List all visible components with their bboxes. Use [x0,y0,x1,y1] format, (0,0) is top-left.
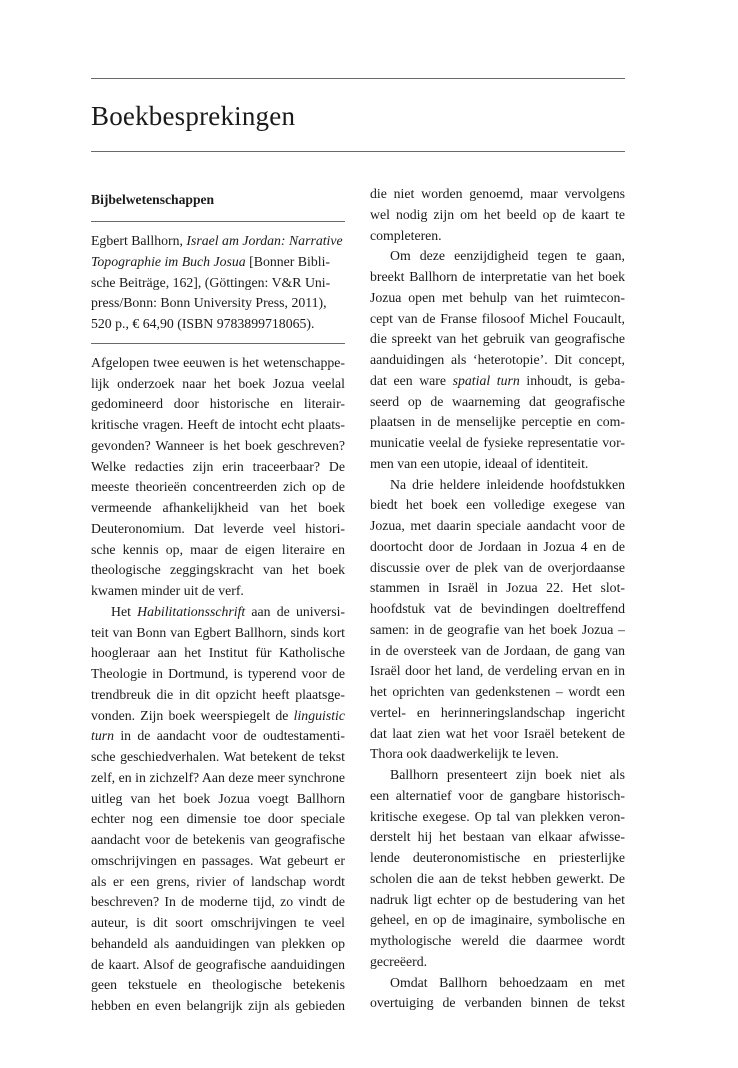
text-line: echter nog een dimensie toe door speciale [91,811,345,827]
text-line: vertel- en herinneringslandschap ingericht [370,704,625,720]
text-line: vermeende afhankelijkheid van het boek [91,500,345,515]
text-line: auteur, is dit soort omschrijvingen te veel [91,915,345,930]
text-line: Om deze eenzijdigheid tegen te gaan, [390,248,625,264]
text-line: theologische zeggingskracht van het boek [91,562,345,578]
text-line: Thora ook daadwerkelijk te leven. [370,746,559,762]
header-top-rule [91,78,625,79]
text-line: Afgelopen twee eeuwen is het wetenschappe- [91,354,345,370]
text-run-italic: linguistic [293,707,345,723]
citation-bottom-rule [91,343,345,344]
text-line: doortocht door de Jordaan in Jozua 4 en de [370,538,625,554]
citation-line [91,231,345,252]
text-run: Het [111,603,138,619]
citation-top-rule [91,221,345,222]
text-line: zelf, en in zichzelf? Aan deze meer synchrone [91,769,345,785]
text-line: mythologische wereld die daarmee wordt [370,933,625,948]
text-line: geen tekstuele en theologische betekenis [91,977,345,993]
text-line: municatie veelal de fysieke representatie vor- [370,435,625,450]
right-column [370,184,625,1014]
text-run-italic: Habilitationsschrift [137,603,246,619]
text-run: aan de universi- [245,603,345,619]
text-line: behandeld als aanduidingen van plekken op [91,935,345,951]
text-line: Theologie in Dortmund, is typerend voor de [91,666,345,681]
text-line: kritische vragen. Heeft de intocht echt plaats- [91,417,345,432]
text-line: een alternatief voor de gangbare historisch- [370,787,625,803]
text-line: die spreekt van het gebruik van geografische [370,331,625,347]
text-line: kritische exegese. Op tal van plekken veron- [370,808,625,824]
citation-title: Israel am Jordan: Narrative [186,233,343,248]
text-line: de kaart. Alsof de geografische aanduidingen [91,956,345,972]
text-line: uitleg van het boek Jozua voegt Ballhorn [91,790,345,806]
text-line: beschreven? In de moderne tijd, zo vindt de [91,894,345,910]
text-line: geheel, en op de imaginaire, symbolische en [370,912,625,928]
text-line: hoofdstuk vat de bevindingen doeltreffend [370,601,625,616]
text-line: lijk onderzoek naar het boek Jozua veelal [91,375,345,391]
text-line: dat laat zien wat het voor Israël betekent de [370,725,625,741]
text-run-italic: spatial turn [452,372,520,388]
text-line: het oprichten van gedenkstenen – wordt een [370,684,625,699]
text-line: samen: in de geografie van het boek Jozua – [370,621,625,637]
text-line: seerd op de waarneming dat geografische [370,393,625,409]
citation-line: sche Beiträge, 162], (Göttingen: V&R Uni- [91,274,331,290]
text-line: trendbreuk die in dit opzicht heeft plaatsge- [91,686,345,702]
text-line: gevonden? Wanneer is het boek geschreven? [91,437,345,453]
header-bottom-rule [91,151,625,152]
text-run: inhoudt, is geba- [519,372,625,388]
text-line [370,371,625,392]
text-line: Welke redacties zijn erin traceerbaar? De [91,458,345,474]
text-line: hoogleraar aan het Institut für Katholische [91,645,345,661]
text-line: gecreëerd. [370,953,428,969]
text-line: sche geschiedverhalen. Wat betekent de tekst [91,749,345,764]
text-line: omschrijvingen en passages. Wat gebeurt er [91,852,345,868]
text-line: overtuiging de verbanden binnen de tekst [370,995,625,1011]
text-line: completeren. [370,227,442,243]
text-line: Na drie heldere inleidende hoofdstukken [390,476,625,492]
text-line: discussie over de plek van de overjordaanse [370,559,625,575]
text-run: vonden. Zijn boek weerspiegelt de [91,707,294,723]
text-line: hebben en even belangrijk zijn als gebieden [91,998,345,1013]
text-line: nadruk ligt echter op de bestudering van het [370,891,625,907]
citation-line: 520 p., € 64,90 (ISBN 9783899718065). [91,316,315,331]
text-line: lende deuteronomistische en priesterlijke [370,850,625,865]
text-line: die niet worden genoemd, maar vervolgens [370,186,625,201]
book-citation [91,231,345,335]
text-line: aanduidingen als ‘heterotopie’. Dit concept, [370,352,625,367]
text-line: breekt Ballhorn de interpretatie van het boek [370,269,625,284]
page-title: Boekbesprekingen [91,101,296,131]
text-line: biedt het boek een volledige exegese van [370,497,625,513]
citation-title-cont: Topographie im Buch Josua [91,253,246,269]
text-run-italic: turn [91,728,114,744]
text-line: Deuteronomium. Dat leverde veel histori- [91,520,345,536]
text-line: meeste theorieën concentreerden zich op de [91,479,345,495]
text-line: sche kennis op, maar de eigen literaire en [91,541,345,557]
text-line: cept van de Franse filosoof Michel Foucault, [370,310,625,326]
text-line: aandacht voor de betekenis van geografische [91,832,345,847]
text-line: gedomineerd door historische en literair- [91,396,345,412]
text-line: wel nodig zijn om het beeld op de kaart te [370,206,625,222]
text-run: dat een ware [370,372,453,388]
text-line: plaatsen in de menselijke perceptie en com- [370,414,625,430]
citation-author: Egbert Ballhorn, [91,233,187,248]
text-line: als er een grens, rivier of landschap wordt [91,873,345,889]
text-line: Jozua, met daarin speciale aandacht voor de [370,518,625,533]
text-line: scholen die aan de tekst hebben gewerkt. De [370,870,625,886]
text-line: stammen in Israël in Jozua 22. Het slot- [370,580,625,596]
text-line: teit van Bonn van Egbert Ballhorn, sinds kort [91,624,345,640]
citation-line [91,252,345,273]
text-line: men van een utopie, ideaal of identiteit. [370,455,589,471]
text-line [91,706,345,727]
text-line: Ballhorn presenteert zijn boek niet als [390,767,625,782]
text-line [91,602,345,623]
citation-series: [Bonner Bibli- [245,253,331,269]
text-line: in de oversteek van de Jordaan, de gang van [370,642,625,658]
citation-line: press/Bonn: Bonn University Press, 2011), [91,295,327,311]
text-line [91,726,345,747]
text-line: Israël door het land, de verdeling ervan en in [370,663,625,679]
text-line: kwamen minder uit de verf. [91,583,244,598]
text-line: derstelt hij het bestaan van elkaar afwisse- [370,829,625,845]
text-line: Omdat Ballhorn behoedzaam en met [390,974,625,990]
text-line: Jozua open met behulp van het ruimtecon- [370,289,625,305]
review-body-left [91,353,345,1017]
section-heading: Bijbelwetenschappen [91,192,215,207]
text-run: in de aandacht voor de oudtestamenti- [114,728,345,744]
left-column [91,184,345,1017]
